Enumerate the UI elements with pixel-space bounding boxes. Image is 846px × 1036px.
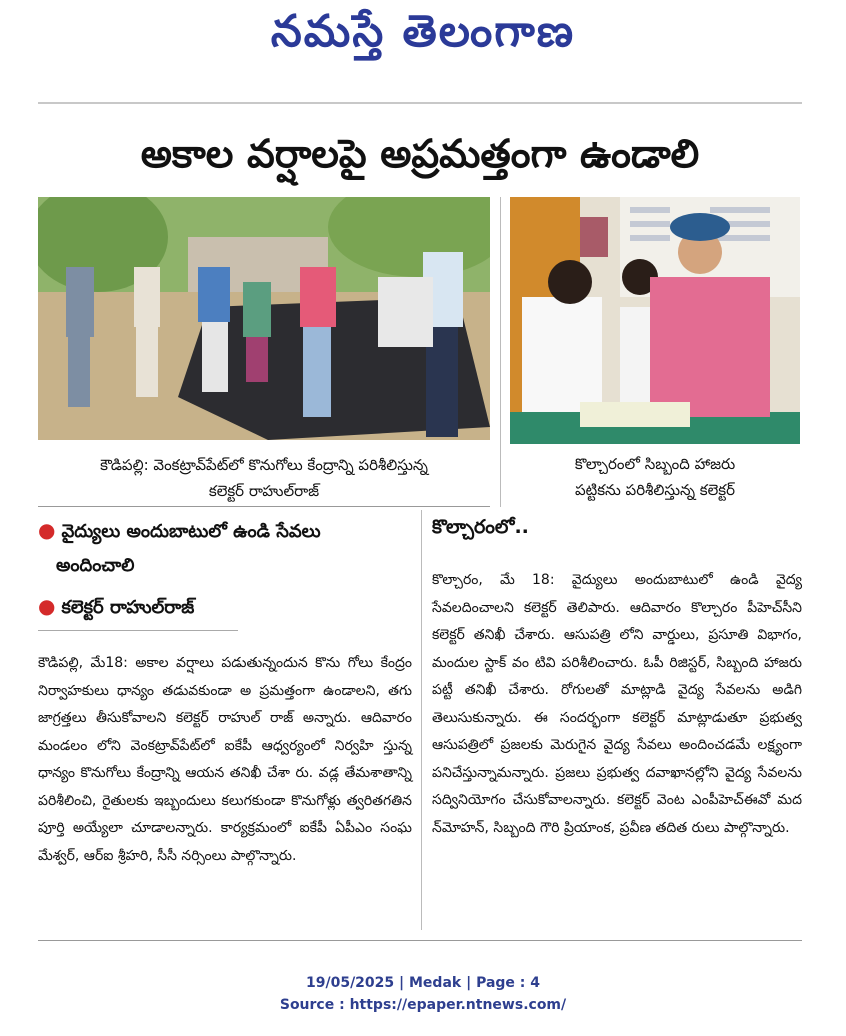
pointer-text: అందించాలి — [56, 555, 135, 576]
caption-line: కొల్చారంలో సిబ్బంది హాజరు — [574, 455, 736, 473]
photo-phc-inspection-image — [510, 197, 800, 444]
bottom-rule — [38, 940, 802, 941]
photo-phc-inspection-caption — [510, 451, 800, 503]
article-paragraph: కౌడిపల్లి, మే18: అకాల వర్షాలు పడుతున్నందున కొను గోలు కేంద్రం నిర్వాహకులు ధాన్యం తడువకుండా అ ప్రమత్తంగా ఉండాలని, తగు జాగ్రత్తలు తీసుకోవాలని కలెక్టర్ రాహుల్ రాజ్ అన్నారు. ఆదివారం మండలం లోని వెంకట్రావ్‌పేట్‌లో ఐకేపీ ఆధ్వర్యంలో నిర్వహి స్తున్న ధాన్యం కొనుగోలు కేంద్రాన్ని ఆయన తనిఖీ చేశా రు. వడ్ల తేమశాతాన్ని పరిశీలించి, రైతులకు ఇబ్బందులు కలుగకుండా కొనుగోళ్లు త్వరితగతిన పూర్తి అయ్యేలా చూడాలన్నారు. కార్యక్రమంలో ఐకేపీ ఏపీఎం సంఘ మేశ్వర్, ఆర్‌ఐ శ్రీహరి, సీసీ నర్సింలు పాల్గొన్నారు. — [38, 655, 412, 864]
photo-procurement-center-caption — [38, 452, 490, 504]
pointer-item-1-cont — [56, 548, 436, 584]
right-subhead: కొల్చారంలో.. — [432, 516, 529, 538]
photo-phc-inspection — [510, 197, 800, 444]
pointer-item-1 — [38, 512, 438, 550]
photo-procurement-center-image — [38, 197, 490, 440]
caption-line: పట్టికను పరిశీలిస్తున్న కలెక్టర్ — [574, 481, 736, 499]
masthead — [0, 0, 846, 80]
photo-procurement-center — [38, 197, 490, 440]
headline: అకాల వర్షాలపై అప్రమత్తంగా ఉండాలి — [140, 132, 700, 177]
pointer-text: వైద్యులు అందుబాటులో ఉండి సేవలు — [61, 521, 321, 542]
caption-line: కౌడిపల్లి: వెంకట్రావ్‌పేట్‌లో కొనుగోలు కేంద్రాన్ని పరిశీలిస్తున్న — [100, 456, 428, 474]
right-article-body — [432, 567, 802, 842]
article-paragraph: కొల్చారం, మే 18: వైద్యులు అందుబాటులో ఉండి వైద్య సేవలదించాలని కలెక్టర్ తెలిపారు. ఆదివారం కొల్చారం పీహెచ్‌సీని కలెక్టర్ తనిఖీ చేశారు. ఆసుపత్రి లోని వార్డులు, ప్రసూతి విభాగం, మందుల స్టాక్ వం టివి పరిశీలించారు. ఓపీ రిజిస్టర్, సిబ్బంది హాజరు పట్టీ తనిఖీ చేశారు. రోగులతో మాట్లాడి వైద్య సేవలను అడిగి తెలుసుకున్నారు. ఈ సందర్భంగా కలెక్టర్ మాట్లాడుతూ ప్రభుత్వ ఆసుపత్రిలో ప్రజలకు మెరుగైన వైద్య సేవలు అందించడమే లక్ష్యంగా పనిచేస్తున్నామన్నారు. ప్రజలు ప్రభుత్వ దవాఖానల్లోని వైద్య సేవలను సద్వినియోగం చేసుకోవాలన్నారు. కలెక్టర్ వెంట ఎంపీహెచ్‌ఈవో మద న్‌మోహన్, సిబ్బంది గౌరి ప్రియాంక, ప్రవీణ తదిత రులు పాల్గొన్నారు. — [432, 572, 802, 836]
pointer-item-2 — [38, 588, 438, 626]
masthead-rule — [38, 102, 802, 104]
footer-source-link[interactable]: Source : https://epaper.ntnews.com/ — [279, 997, 567, 1013]
column-divider — [421, 510, 422, 930]
left-article-body — [38, 650, 412, 870]
footer-date-edition: 19/05/2025 | Medak | Page : 4 — [305, 975, 541, 991]
masthead-title: నమస్తే తెలంగాణ — [270, 6, 576, 57]
pointer-rule — [38, 630, 238, 631]
pointer-text: కలెక్టర్ రాహుల్‌రాజ్ — [61, 597, 195, 618]
caption-line: కలెక్టర్ రాహుల్‌రాజ్ — [208, 482, 320, 500]
caption-rule-left — [38, 506, 490, 507]
bullet-icon: ● — [38, 518, 56, 542]
photo-column-divider — [500, 197, 501, 507]
bullet-icon: ● — [38, 594, 56, 618]
